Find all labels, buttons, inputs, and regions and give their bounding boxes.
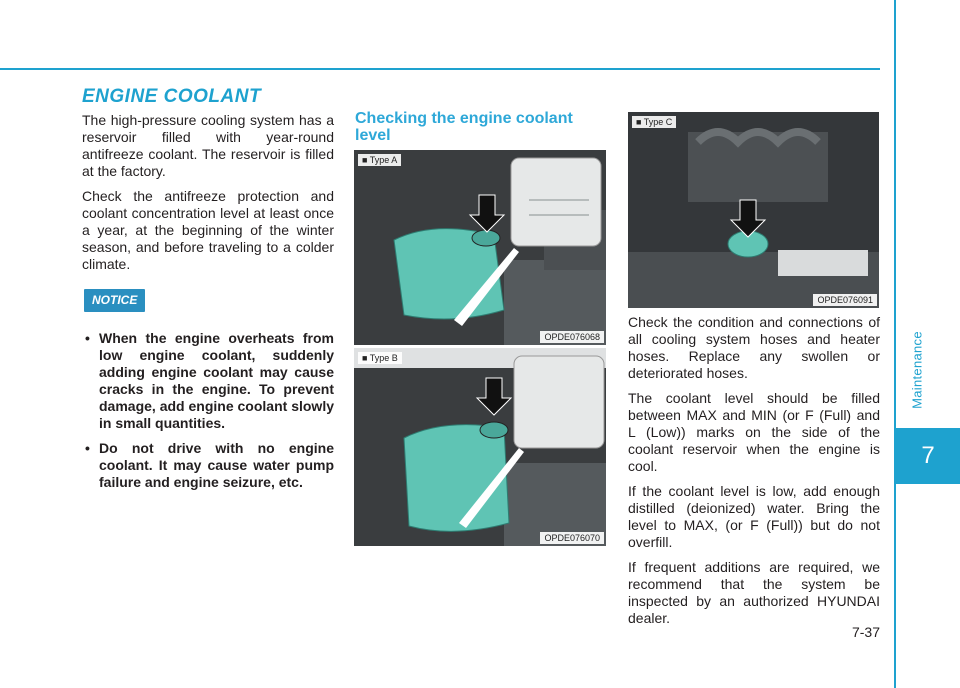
subsection-title: Checking the engine coolant level [355,110,573,144]
body-paragraph: If the coolant level is low, add enough distilled (deionized) water. Bring the level to MAX, (or F (Full)) but do not overfill. [628,483,880,550]
notice-item: • Do not drive with no engine coolant. It may cause water pump failure and engine seizure, etc. [85,440,334,490]
figure-code: OPDE076068 [540,331,604,343]
chapter-tab: 7 [896,428,960,484]
figure-label: ■ Type A [358,154,401,166]
sidebar-rule [894,0,896,688]
header-rule [0,68,880,70]
figure-label: ■ Type C [632,116,676,128]
body-paragraph: If frequent additions are required, we recommend that the system be inspected by an authorized HYUNDAI dealer. [628,559,880,626]
check-column [628,314,880,635]
figure-label: ■ Type B [358,352,402,364]
sidebar-section-label: Maintenance [909,331,925,409]
engine-bay-illustration [354,348,606,546]
intro-column [82,112,334,499]
figure-code: OPDE076091 [813,294,877,306]
bullet-icon: • [85,440,90,456]
notice-badge: NOTICE [84,289,145,312]
figure-type-a [354,150,606,345]
bullet-icon: • [85,330,90,346]
figure-code: OPDE076070 [540,532,604,544]
engine-bay-illustration [628,112,879,308]
engine-bay-illustration [354,150,606,345]
intro-paragraph: Check the antifreeze protection and coolant concentration level at least once a year, at the beginning of the winter season, and before traveling to a colder climate. [82,188,334,272]
figure-type-b [354,348,606,546]
intro-paragraph: The high-pressure cooling system has a reservoir filled with year-round antifreeze coolant. The reservoir is filled at the factory. [82,112,334,179]
figure-type-c [628,112,879,308]
page-number: 7-37 [851,624,880,640]
page-title: ENGINE COOLANT [82,86,262,107]
notice-list [82,330,334,491]
body-paragraph: The coolant level should be filled between MAX and MIN (or F (Full) and L (Low)) marks on the side of the coolant reservoir when the engine is cool. [628,390,880,474]
notice-item: • When the engine overheats from low engine coolant, suddenly adding engine coolant may cause cracks in the engine. To prevent damage, add engine coolant slowly in small quantities. [85,330,334,431]
body-paragraph: Check the condition and connections of all cooling system hoses and heater hoses. Replace any swollen or deteriorated hoses. [628,314,880,381]
